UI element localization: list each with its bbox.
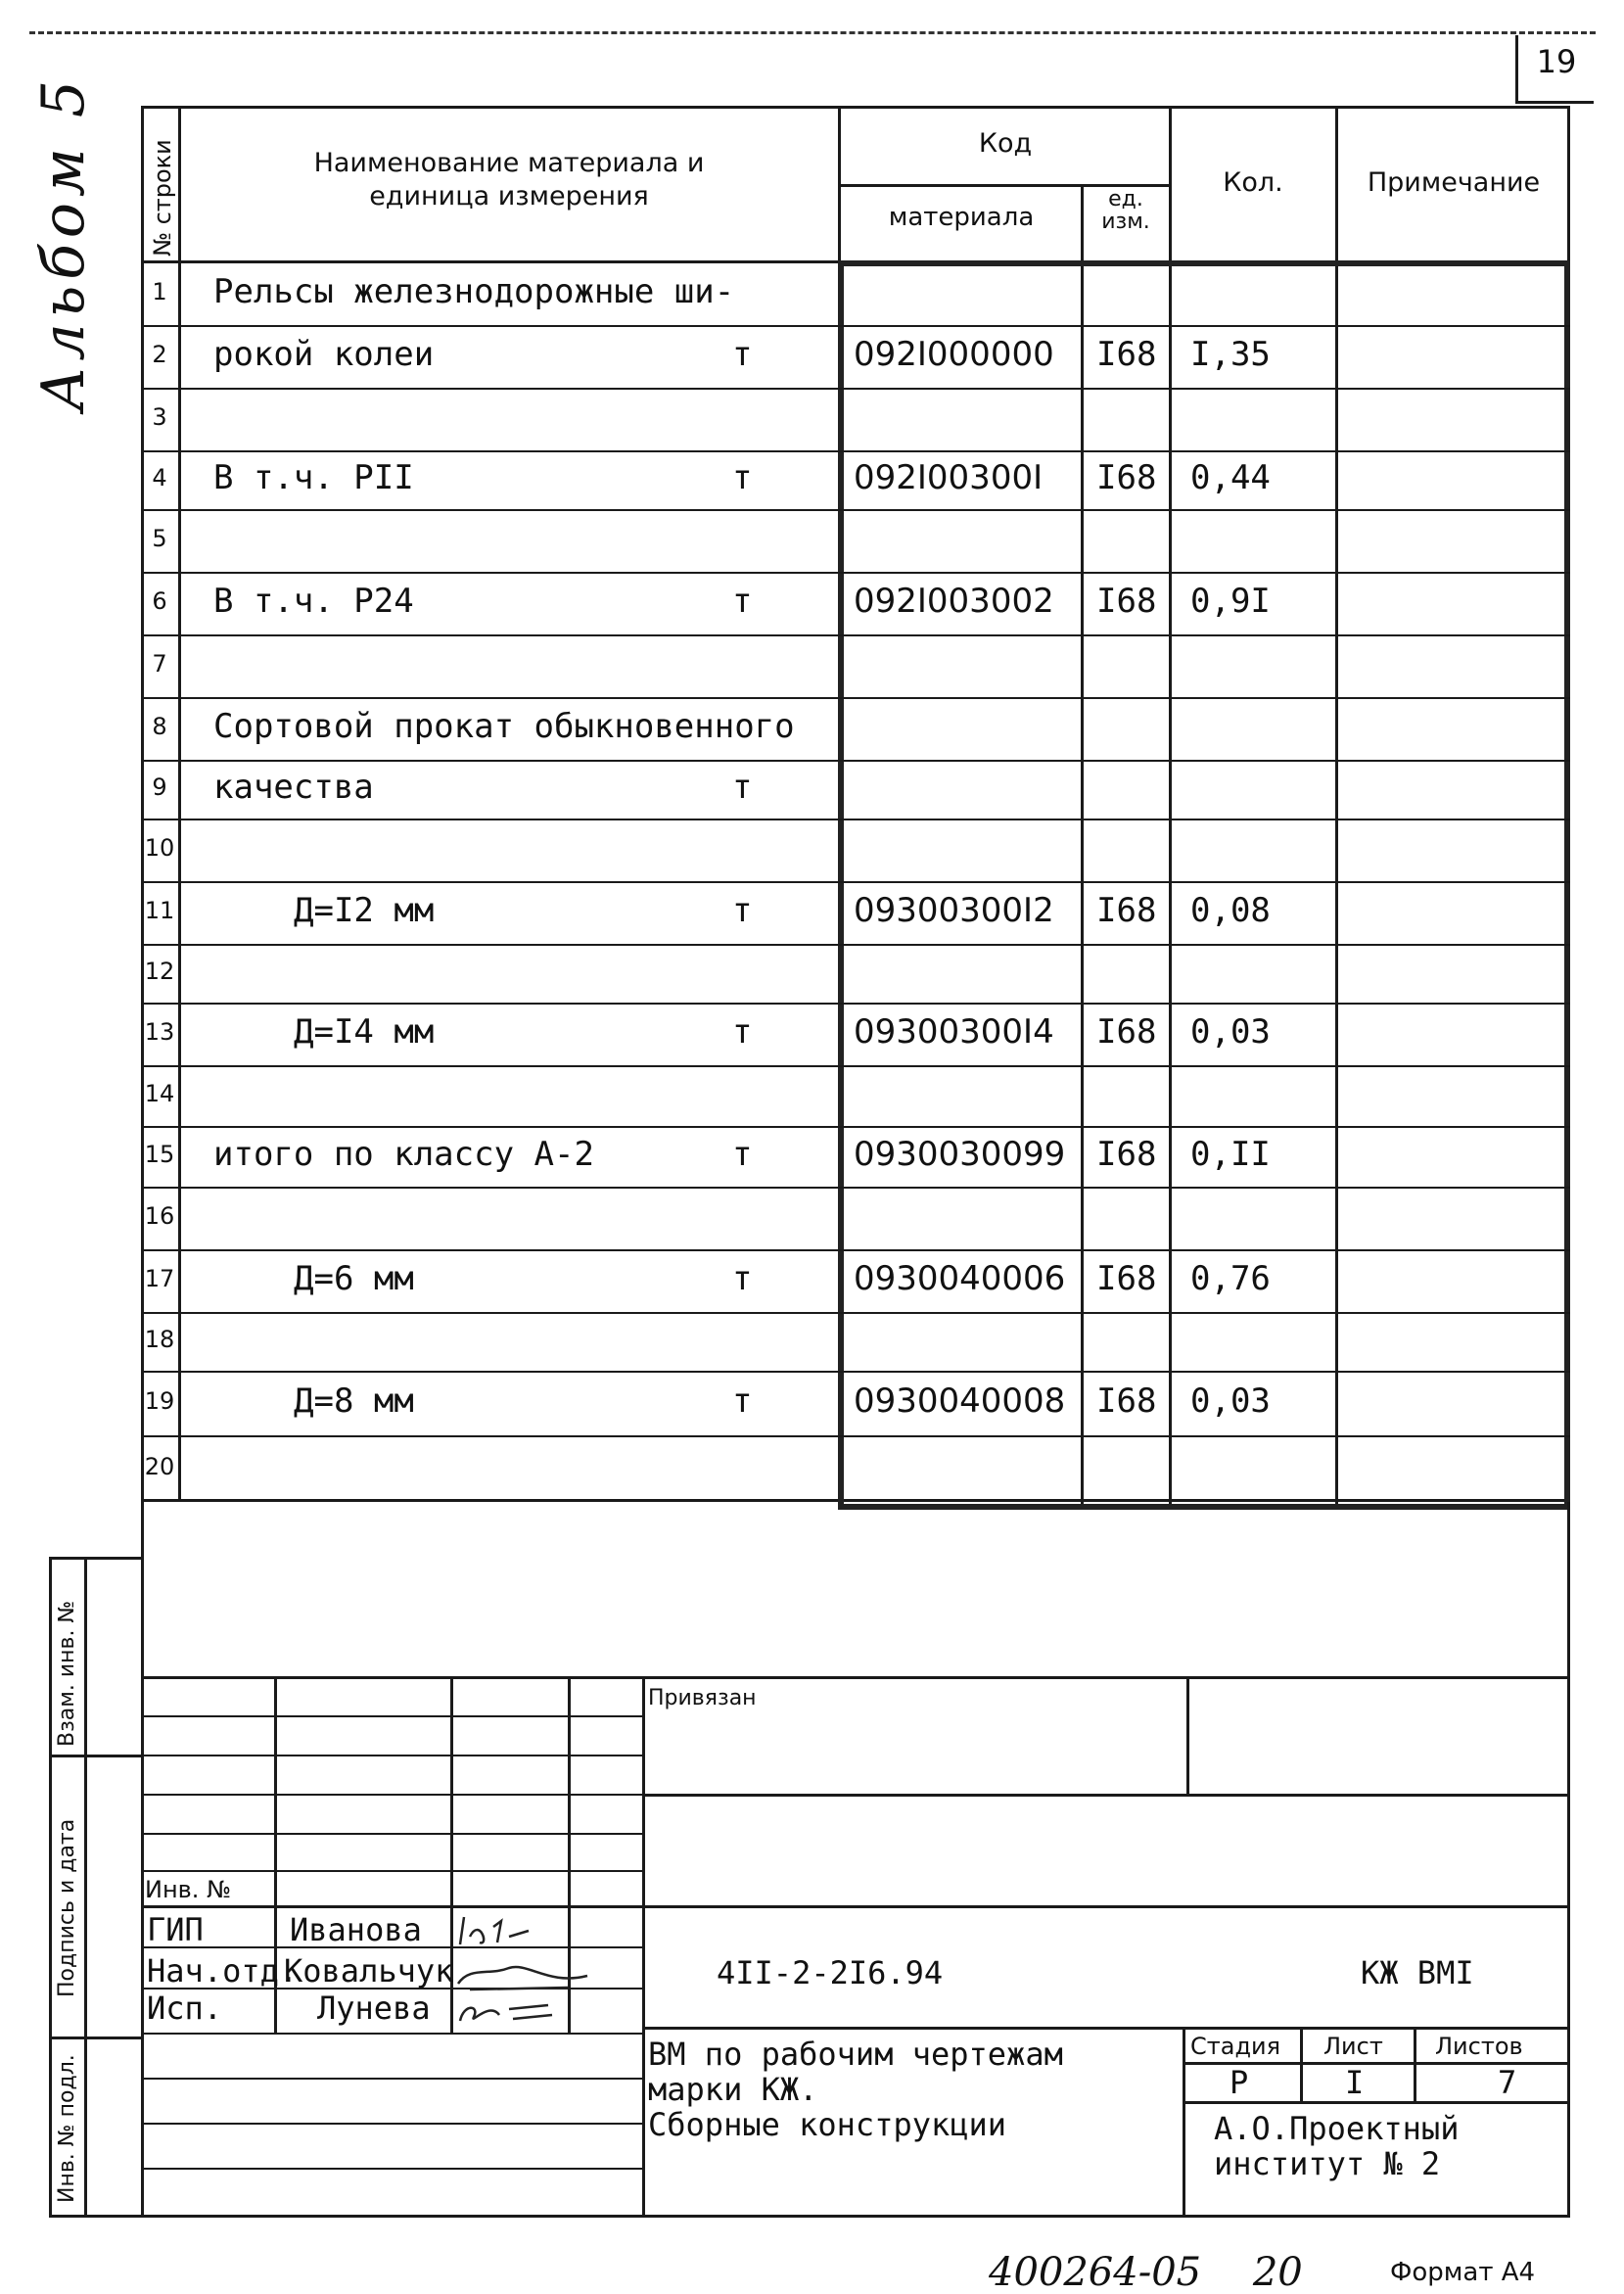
- row-material-name: Д=6 мм: [294, 1259, 414, 1298]
- row-divider: [141, 634, 1570, 636]
- row-unit-code: I68: [1096, 1381, 1157, 1421]
- tb-org-line1: А.О.Проектный: [1214, 2110, 1460, 2147]
- tb-code-bottom: [642, 2027, 1570, 2030]
- row-number: 8: [152, 713, 167, 740]
- tb-row-c: [141, 1794, 642, 1796]
- tb-row-i: [141, 2078, 642, 2080]
- row-number: 19: [144, 1387, 175, 1415]
- row-material-code: 092I000000: [854, 335, 1054, 374]
- row-material-code: 092I003002: [854, 582, 1054, 621]
- tb-row-k: [141, 2168, 642, 2170]
- tb-desc-line3: Сборные конструкции: [648, 2106, 1007, 2143]
- tb-sheet-sep: [1300, 2027, 1303, 2103]
- row-number: 14: [144, 1080, 175, 1107]
- side-col-inner: [84, 1557, 87, 2217]
- header-name-line1: Наименование материала и: [313, 148, 705, 178]
- header-code-unit-line2: изм.: [1101, 210, 1150, 235]
- row-number: 16: [144, 1202, 175, 1230]
- row-number: 12: [144, 958, 175, 985]
- row-unit-code: I68: [1096, 891, 1157, 930]
- tb-row-h: [141, 2033, 642, 2035]
- row-divider: [141, 325, 1570, 327]
- row-material-code: 09300300I2: [854, 891, 1054, 930]
- row-material-code: 092I00300I: [854, 458, 1044, 497]
- signatures-image: [450, 1907, 642, 2033]
- header-name: [245, 147, 773, 213]
- row-material-code: 0930040006: [854, 1259, 1066, 1298]
- row-unit-code: I68: [1096, 1012, 1157, 1052]
- side-sep1: [49, 1755, 143, 1757]
- footer-handwritten-extra: 20: [1252, 2250, 1303, 2294]
- tb-privyazan-sep: [1186, 1676, 1189, 1794]
- row-divider: [141, 1249, 1570, 1251]
- tb-sheet: I: [1345, 2064, 1365, 2101]
- row-unit-code: I68: [1096, 582, 1157, 621]
- top-border-line: [29, 31, 1596, 34]
- row-number: 6: [152, 587, 167, 615]
- row-number: 18: [144, 1326, 175, 1353]
- header-name-line2: единица измерения: [369, 180, 649, 211]
- row-number: 17: [144, 1265, 175, 1292]
- tb-mark: КЖ ВМI: [1361, 1954, 1474, 1991]
- tb-name-ivanova: Иванова: [290, 1911, 422, 1948]
- tb-main-sep: [642, 1676, 645, 2217]
- row-divider: [141, 760, 1570, 762]
- col-sep-rowno: [178, 106, 181, 1502]
- footer-handwritten-no: [989, 2250, 1303, 2294]
- album-label: Альбом 5: [29, 73, 98, 411]
- page-number: 19: [1536, 43, 1577, 80]
- tb-inv-no: Инв. №: [145, 1876, 232, 1903]
- tb-row-b: [141, 1755, 642, 1756]
- header-code-unit: [1083, 188, 1169, 233]
- row-divider: [141, 819, 1570, 820]
- row-quantity: 0,II: [1190, 1135, 1271, 1174]
- tb-organization: [1214, 2111, 1459, 2181]
- side-top: [49, 1557, 143, 1560]
- row-unit: т: [732, 1259, 753, 1298]
- row-number: 4: [152, 464, 167, 492]
- tb-row-j: [141, 2123, 642, 2125]
- tb-row-e: [141, 1870, 642, 1872]
- tb-role-nach: Нач.отд.: [147, 1952, 299, 1990]
- row-unit-code: I68: [1096, 1135, 1157, 1174]
- row-number: 20: [144, 1453, 175, 1480]
- row-divider: [141, 697, 1570, 699]
- row-material-name: В т.ч. P24: [213, 582, 414, 621]
- side-sep2: [49, 2037, 143, 2039]
- tb-code-top: [141, 1905, 1570, 1908]
- tb-sheets-label: Листов: [1435, 2033, 1523, 2060]
- side-col-left: [49, 1557, 52, 2217]
- row-material-code: 09300300I4: [854, 1012, 1054, 1052]
- side-label-inv-podl: Инв. № подл.: [55, 2054, 79, 2203]
- tb-sheet-label: Лист: [1323, 2033, 1383, 2060]
- row-material-code: 0930040008: [854, 1381, 1066, 1421]
- tb-doc-code: 4II-2-2I6.94: [717, 1954, 944, 1991]
- row-divider: [141, 572, 1570, 574]
- row-divider: [141, 1187, 1570, 1189]
- row-material-name: Д=8 мм: [294, 1381, 414, 1421]
- tb-role-gip: ГИП: [147, 1911, 204, 1948]
- footer-handwritten-number: 400264-05: [989, 2250, 1202, 2294]
- data-frame: [838, 260, 1570, 1510]
- tb-desc-line2: марки КЖ.: [648, 2071, 818, 2108]
- tb-desc-line1: ВМ по рабочим чертежам: [648, 2036, 1063, 2073]
- frame-right-lower: [1567, 1502, 1570, 2217]
- side-label-vzam: Взам. инв. №: [55, 1600, 79, 1747]
- row-divider: [141, 388, 1570, 390]
- row-unit-code: I68: [1096, 335, 1157, 374]
- header-qty: Кол.: [1223, 167, 1283, 198]
- row-quantity: 0,9I: [1190, 582, 1271, 621]
- row-divider: [141, 1312, 1570, 1314]
- tb-stage-sep: [1183, 2027, 1185, 2217]
- row-unit: т: [732, 768, 753, 807]
- row-divider: [141, 1126, 1570, 1128]
- row-number: 10: [144, 834, 175, 862]
- tb-stage-label: Стадия: [1190, 2033, 1281, 2060]
- header-code-unit-line1: ед.: [1108, 187, 1143, 211]
- tb-stage: Р: [1230, 2064, 1249, 2101]
- tb-sheets: 7: [1498, 2064, 1517, 2101]
- row-quantity: 0,03: [1190, 1012, 1271, 1052]
- tb-privyazan-bottom: [642, 1794, 1570, 1797]
- row-unit: т: [732, 582, 753, 621]
- row-number: 2: [152, 341, 167, 368]
- row-divider: [141, 450, 1570, 452]
- header-code: Код: [978, 128, 1033, 159]
- row-number: 13: [144, 1018, 175, 1046]
- row-unit: т: [732, 891, 753, 930]
- row-unit-code: I68: [1096, 1259, 1157, 1298]
- tb-top: [141, 1676, 1570, 1679]
- row-unit: т: [732, 335, 753, 374]
- row-divider: [141, 1371, 1570, 1373]
- tb-stage-bottom: [1183, 2101, 1570, 2104]
- tb-role-isp: Исп.: [147, 1990, 223, 2027]
- row-material-name: рокой колеи: [213, 335, 435, 374]
- row-number: 1: [152, 278, 167, 305]
- row-material-name: Рельсы железнодорожные ши-: [213, 272, 735, 311]
- row-unit: т: [732, 1135, 753, 1174]
- row-unit: т: [732, 1381, 753, 1421]
- row-material-name: Д=I2 мм: [294, 891, 435, 930]
- row-quantity: 0,76: [1190, 1259, 1271, 1298]
- row-number: 5: [152, 525, 167, 552]
- frame-bottom: [49, 2215, 1570, 2218]
- row-divider: [141, 1065, 1570, 1067]
- row-material-name: итого по классу А-2: [213, 1135, 594, 1174]
- tb-privyazan: Привязан: [648, 1686, 757, 1710]
- row-divider: [141, 1003, 1570, 1005]
- tb-name-luneva: Лунева: [317, 1990, 431, 2027]
- row-material-name: качества: [213, 768, 374, 807]
- row-quantity: I,35: [1190, 335, 1271, 374]
- row-unit: т: [732, 1012, 753, 1052]
- row-quantity: 0,08: [1190, 891, 1271, 930]
- header-code-material: материала: [888, 203, 1035, 232]
- header-row-no: № строки: [149, 139, 176, 257]
- row-number: 9: [152, 773, 167, 801]
- tb-org-line2: институт № 2: [1214, 2145, 1441, 2182]
- row-material-name: В т.ч. PII: [213, 458, 414, 497]
- row-quantity: 0,03: [1190, 1381, 1271, 1421]
- frame-left-lower: [141, 1502, 144, 2217]
- row-unit-code: I68: [1096, 458, 1157, 497]
- row-quantity: 0,44: [1190, 458, 1271, 497]
- row-number: 11: [144, 897, 175, 924]
- header-note: Примечание: [1367, 167, 1541, 198]
- row-material-code: 0930030099: [854, 1135, 1066, 1174]
- tb-description: [648, 2037, 1063, 2142]
- tb-row-d: [141, 1833, 642, 1835]
- row-divider: [141, 944, 1570, 946]
- row-divider: [141, 509, 1570, 511]
- row-divider: [141, 881, 1570, 883]
- tb-row-a: [141, 1715, 642, 1717]
- row-divider: [141, 1435, 1570, 1437]
- side-label-podpis: Подпись и дата: [55, 1818, 79, 1997]
- tb-name-kovalchuk: Ковальчук: [284, 1952, 454, 1990]
- tb-sheets-sep: [1414, 2027, 1416, 2103]
- row-number: 15: [144, 1141, 175, 1168]
- row-number: 7: [152, 650, 167, 678]
- row-material-name: Д=I4 мм: [294, 1012, 435, 1052]
- row-unit: т: [732, 458, 753, 497]
- row-material-name: Сортовой прокат обыкновенного: [213, 707, 795, 746]
- row-number: 3: [152, 403, 167, 431]
- footer-format: Формат А4: [1390, 2258, 1536, 2287]
